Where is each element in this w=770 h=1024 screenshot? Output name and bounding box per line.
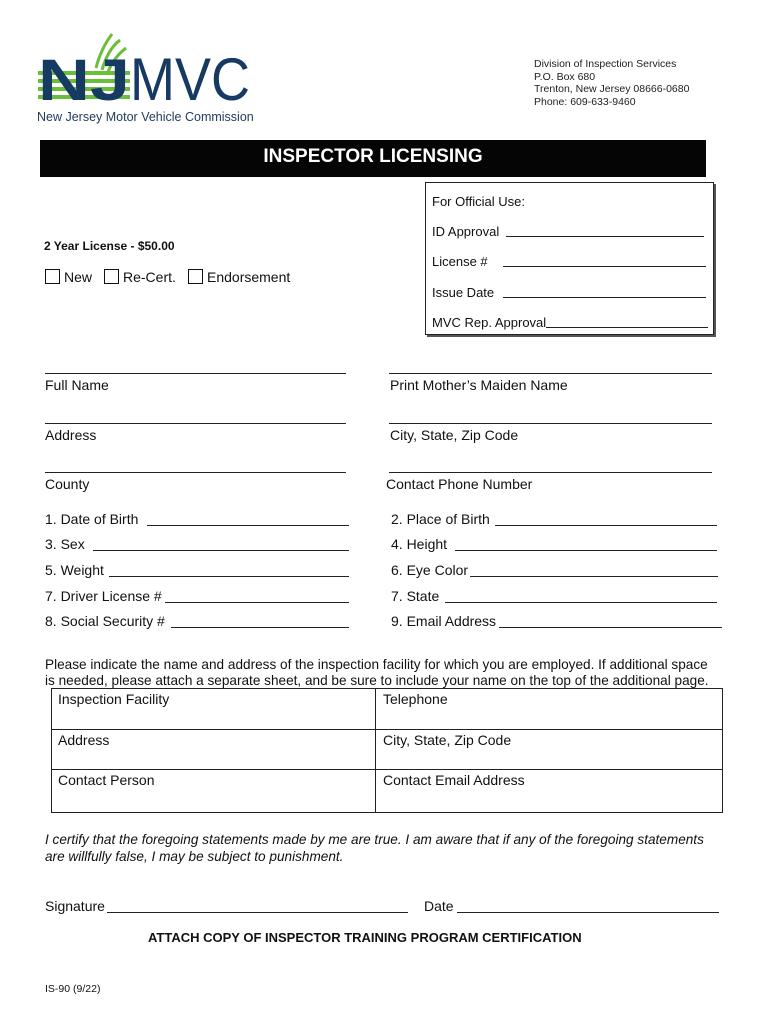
full-name-field[interactable] — [45, 373, 346, 374]
social-security-label: 8. Social Security # — [45, 613, 165, 629]
inspection-facility-cell[interactable]: Inspection Facility — [58, 691, 170, 707]
svg-text:MVC: MVC — [130, 48, 250, 106]
facility-instructions-line-2: is needed, please attach a separate sheet, and be sure to include your name on the top of the additional page. — [45, 673, 709, 688]
driver-license-field[interactable] — [165, 602, 349, 603]
county-field[interactable] — [45, 472, 346, 473]
contact-person-cell[interactable]: Contact Person — [58, 772, 155, 788]
issue-date-field[interactable] — [503, 297, 706, 298]
agency-address — [534, 58, 689, 108]
form-id: IS-90 (9/22) — [45, 983, 101, 995]
height-label: 4. Height — [391, 536, 448, 552]
endorsement-option-label: Endorsement — [207, 269, 291, 285]
recert-checkbox[interactable] — [104, 269, 119, 284]
recert-option-label: Re-Cert. — [123, 269, 176, 285]
contact-phone-field[interactable] — [389, 472, 712, 473]
license-number-label: License # — [432, 254, 488, 269]
date-label: Date — [424, 898, 454, 914]
place-of-birth-field[interactable] — [495, 525, 717, 526]
address-line: Trenton, New Jersey 08666-0680 — [534, 83, 690, 95]
social-security-field[interactable] — [171, 627, 349, 628]
sex-label: 3. Sex — [45, 536, 85, 552]
weight-label: 5. Weight — [45, 562, 104, 578]
email-address-field[interactable] — [499, 627, 722, 628]
signature-field[interactable] — [107, 912, 408, 913]
state-field[interactable] — [445, 602, 717, 603]
certification-line-1: I certify that the foregoing statements made by me are true. I am aware that if any of the foregoing statements — [45, 832, 704, 847]
mvc-rep-approval-field[interactable] — [546, 327, 708, 328]
sex-field[interactable] — [93, 550, 349, 551]
license-number-field[interactable] — [503, 266, 706, 267]
table-divider — [51, 729, 722, 730]
logo-wordmark — [38, 48, 253, 106]
mvc-rep-approval-label: MVC Rep. Approval — [432, 315, 547, 330]
license-fee-label: 2 Year License - $50.00 — [44, 239, 175, 253]
attach-certification-note: ATTACH COPY OF INSPECTOR TRAINING PROGRAM CERTIFICATION — [148, 930, 582, 945]
facility-address-cell[interactable]: Address — [58, 732, 110, 748]
contact-email-cell[interactable]: Contact Email Address — [383, 772, 525, 788]
date-of-birth-field[interactable] — [147, 525, 349, 526]
driver-license-label: 7. Driver License # — [45, 588, 162, 604]
svg-text:NJ: NJ — [38, 48, 130, 106]
date-field[interactable] — [457, 912, 719, 913]
new-checkbox[interactable] — [45, 269, 60, 284]
height-field[interactable] — [455, 550, 717, 551]
facility-instructions-line-1: Please indicate the name and address of the inspection facility for which you are employed. If additional space — [45, 657, 708, 672]
county-label: County — [45, 476, 90, 492]
issue-date-label: Issue Date — [432, 285, 495, 300]
eye-color-field[interactable] — [470, 576, 718, 577]
email-address-label: 9. Email Address — [391, 613, 497, 629]
city-state-zip-field[interactable] — [389, 423, 712, 424]
id-approval-label: ID Approval — [432, 224, 500, 239]
page-title: INSPECTOR LICENSING — [263, 146, 483, 167]
table-divider — [375, 688, 376, 812]
mothers-maiden-name-label: Print Mother’s Maiden Name — [390, 377, 568, 393]
contact-phone-label: Contact Phone Number — [386, 476, 533, 492]
endorsement-checkbox[interactable] — [188, 269, 203, 284]
weight-field[interactable] — [109, 576, 349, 577]
state-label: 7. State — [391, 588, 440, 604]
address-field[interactable] — [45, 423, 346, 424]
place-of-birth-label: 2. Place of Birth — [391, 511, 490, 527]
mothers-maiden-name-field[interactable] — [389, 373, 712, 374]
signature-label: Signature — [45, 898, 105, 914]
official-use-heading: For Official Use: — [432, 194, 525, 209]
city-state-zip-label: City, State, Zip Code — [390, 427, 519, 443]
id-approval-field[interactable] — [506, 236, 704, 237]
full-name-label: Full Name — [45, 377, 109, 393]
address-label: Address — [45, 427, 97, 443]
telephone-cell[interactable]: Telephone — [383, 691, 448, 707]
table-divider — [51, 769, 722, 770]
date-of-birth-label: 1. Date of Birth — [45, 511, 139, 527]
new-option-label: New — [64, 269, 93, 285]
phone-line: Phone: 609-633-9460 — [534, 95, 636, 108]
address-line: P.O. Box 680 — [534, 70, 596, 83]
eye-color-label: 6. Eye Color — [391, 562, 469, 578]
address-line: Division of Inspection Services — [534, 58, 677, 70]
facility-city-state-zip-cell[interactable]: City, State, Zip Code — [383, 732, 512, 748]
logo-tagline: New Jersey Motor Vehicle Commission — [37, 110, 254, 124]
certification-line-2: are willfully false, I may be subject to punishment. — [45, 849, 344, 864]
